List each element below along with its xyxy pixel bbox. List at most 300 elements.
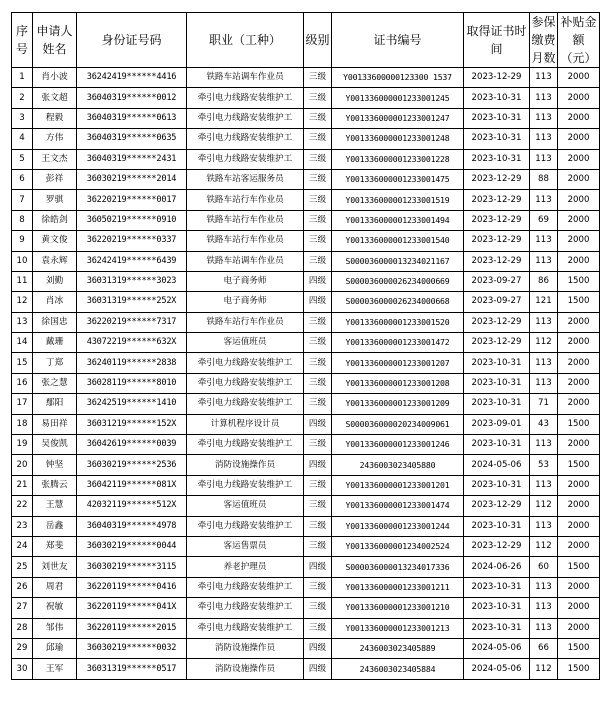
cell-seq: 9	[12, 231, 33, 251]
cell-occupation: 铁路车站调车作业员	[187, 251, 304, 271]
cell-occupation: 消防设施操作员	[187, 455, 304, 475]
table-row	[12, 475, 600, 495]
cell-name: 方伟	[33, 129, 77, 149]
cell-level: 三级	[304, 618, 332, 638]
cell-subsidy-amount: 2000	[558, 353, 600, 373]
cell-subsidy-amount: 2000	[558, 598, 600, 618]
cell-occupation: 牵引电力线路安装维护工	[187, 598, 304, 618]
cell-certificate-number: 2436003023405889	[332, 638, 464, 658]
cell-id-number: 36040319******0012	[77, 88, 187, 108]
cell-subsidy-amount: 2000	[558, 394, 600, 414]
cell-name: 徐皓剑	[33, 210, 77, 230]
cell-certificate-number: S000036000026234000668	[332, 292, 464, 312]
header-seq: 序号	[12, 13, 33, 68]
cell-subsidy-amount: 2000	[558, 435, 600, 455]
cell-name: 鄢阳	[33, 394, 77, 414]
cell-subsidy-amount: 2000	[558, 312, 600, 332]
cell-certificate-number: Y001336000001233001210	[332, 598, 464, 618]
cell-certificate-number: Y001336000001233001475	[332, 169, 464, 189]
cell-subsidy-amount: 1500	[558, 271, 600, 291]
cell-certificate-number: Y001336000001233001246	[332, 435, 464, 455]
cell-issue-date: 2023-12-29	[464, 190, 530, 210]
cell-seq: 7	[12, 190, 33, 210]
cell-certificate-number: Y001336000001233001245	[332, 88, 464, 108]
cell-seq: 21	[12, 475, 33, 495]
cell-id-number: 36220119******2015	[77, 618, 187, 638]
table-row	[12, 618, 600, 638]
cell-name: 郑斐	[33, 536, 77, 556]
cell-level: 三级	[304, 394, 332, 414]
cell-level: 三级	[304, 598, 332, 618]
cell-subsidy-amount: 1500	[558, 292, 600, 312]
cell-issue-date: 2023-10-31	[464, 618, 530, 638]
header-cert: 证书编号	[332, 13, 464, 68]
cell-certificate-number: Y001336000001233001208	[332, 373, 464, 393]
cell-id-number: 36220119******041X	[77, 598, 187, 618]
cell-subsidy-amount: 2000	[558, 618, 600, 638]
cell-subsidy-amount: 2000	[558, 129, 600, 149]
table-row	[12, 210, 600, 230]
cell-name: 王文杰	[33, 149, 77, 169]
cell-occupation: 牵引电力线路安装维护工	[187, 577, 304, 597]
cell-issue-date: 2023-12-29	[464, 251, 530, 271]
cell-level: 四级	[304, 638, 332, 658]
cell-issue-date: 2023-10-31	[464, 577, 530, 597]
table-row	[12, 557, 600, 577]
cell-certificate-number: Y001336000001233001209	[332, 394, 464, 414]
table-row	[12, 414, 600, 434]
cell-insured-months: 113	[530, 618, 558, 638]
cell-insured-months: 86	[530, 271, 558, 291]
cell-insured-months: 43	[530, 414, 558, 434]
cell-name: 戴珊	[33, 333, 77, 353]
cell-subsidy-amount: 1500	[558, 557, 600, 577]
cell-certificate-number: Y001336000001233001519	[332, 190, 464, 210]
cell-id-number: 36031219******152X	[77, 414, 187, 434]
subsidy-table-container	[11, 12, 599, 680]
cell-issue-date: 2024-05-06	[464, 659, 530, 679]
cell-certificate-number: Y00133600000123300 1537	[332, 68, 464, 88]
cell-seq: 13	[12, 312, 33, 332]
cell-subsidy-amount: 1500	[558, 455, 600, 475]
cell-name: 岳鑫	[33, 516, 77, 536]
table-header	[12, 13, 600, 68]
cell-subsidy-amount: 2000	[558, 516, 600, 536]
cell-occupation: 客运值班员	[187, 333, 304, 353]
cell-certificate-number: S000036000020234009061	[332, 414, 464, 434]
cell-level: 三级	[304, 190, 332, 210]
cell-occupation: 牵引电力线路安装维护工	[187, 516, 304, 536]
cell-issue-date: 2023-10-31	[464, 353, 530, 373]
table-row	[12, 190, 600, 210]
cell-issue-date: 2023-12-29	[464, 210, 530, 230]
cell-id-number: 36220219******0017	[77, 190, 187, 210]
cell-insured-months: 113	[530, 598, 558, 618]
table-row	[12, 68, 600, 88]
cell-name: 邹伟	[33, 618, 77, 638]
cell-id-number: 36030219******3115	[77, 557, 187, 577]
cell-id-number: 36040319******2431	[77, 149, 187, 169]
cell-subsidy-amount: 2000	[558, 577, 600, 597]
table-row	[12, 516, 600, 536]
cell-subsidy-amount: 2000	[558, 373, 600, 393]
cell-occupation: 消防设施操作员	[187, 659, 304, 679]
cell-level: 三级	[304, 516, 332, 536]
cell-level: 三级	[304, 435, 332, 455]
cell-occupation: 消防设施操作员	[187, 638, 304, 658]
cell-certificate-number: Y001336000001233001494	[332, 210, 464, 230]
cell-insured-months: 113	[530, 435, 558, 455]
cell-seq: 15	[12, 353, 33, 373]
cell-id-number: 36042619******0039	[77, 435, 187, 455]
cell-issue-date: 2023-12-29	[464, 169, 530, 189]
cell-id-number: 36242519******1410	[77, 394, 187, 414]
cell-insured-months: 113	[530, 88, 558, 108]
cell-insured-months: 113	[530, 577, 558, 597]
cell-occupation: 牵引电力线路安装维护工	[187, 129, 304, 149]
cell-level: 三级	[304, 231, 332, 251]
cell-certificate-number: Y001336000001233001207	[332, 353, 464, 373]
cell-subsidy-amount: 2000	[558, 88, 600, 108]
cell-subsidy-amount: 1500	[558, 659, 600, 679]
cell-id-number: 36030219******2014	[77, 169, 187, 189]
cell-insured-months: 112	[530, 536, 558, 556]
cell-insured-months: 66	[530, 638, 558, 658]
cell-id-number: 36030219******2536	[77, 455, 187, 475]
table-row	[12, 659, 600, 679]
table-row	[12, 169, 600, 189]
cell-name: 周君	[33, 577, 77, 597]
cell-subsidy-amount: 2000	[558, 108, 600, 128]
header-id: 身份证号码	[77, 13, 187, 68]
cell-occupation: 牵引电力线路安装维护工	[187, 88, 304, 108]
header-row	[12, 13, 600, 68]
cell-name: 肖冰	[33, 292, 77, 312]
cell-seq: 14	[12, 333, 33, 353]
cell-seq: 2	[12, 88, 33, 108]
cell-insured-months: 113	[530, 475, 558, 495]
cell-occupation: 铁路车站行车作业员	[187, 190, 304, 210]
cell-insured-months: 113	[530, 251, 558, 271]
cell-name: 邱瑜	[33, 638, 77, 658]
cell-occupation: 计算机程序设计员	[187, 414, 304, 434]
cell-issue-date: 2023-10-31	[464, 88, 530, 108]
cell-occupation: 铁路车站客运服务员	[187, 169, 304, 189]
cell-name: 徐国忠	[33, 312, 77, 332]
cell-id-number: 36042119******081X	[77, 475, 187, 495]
cell-occupation: 铁路车站行车作业员	[187, 210, 304, 230]
cell-seq: 16	[12, 373, 33, 393]
cell-seq: 5	[12, 149, 33, 169]
cell-insured-months: 88	[530, 169, 558, 189]
cell-certificate-number: Y001336000001233001520	[332, 312, 464, 332]
cell-name: 吴俊凯	[33, 435, 77, 455]
cell-seq: 11	[12, 271, 33, 291]
cell-certificate-number: 2436003023405884	[332, 659, 464, 679]
cell-insured-months: 113	[530, 231, 558, 251]
cell-name: 程毅	[33, 108, 77, 128]
header-date: 取得证书时间	[464, 13, 530, 68]
table-row	[12, 271, 600, 291]
cell-seq: 18	[12, 414, 33, 434]
cell-occupation: 牵引电力线路安装维护工	[187, 618, 304, 638]
cell-level: 三级	[304, 536, 332, 556]
cell-insured-months: 113	[530, 68, 558, 88]
cell-insured-months: 113	[530, 312, 558, 332]
cell-id-number: 36220219******7317	[77, 312, 187, 332]
cell-certificate-number: S000036000026234000669	[332, 271, 464, 291]
cell-issue-date: 2023-10-31	[464, 108, 530, 128]
cell-id-number: 42032119******512X	[77, 496, 187, 516]
cell-level: 四级	[304, 271, 332, 291]
header-months: 参保缴费月数	[530, 13, 558, 68]
cell-occupation: 铁路车站调车作业员	[187, 68, 304, 88]
cell-issue-date: 2023-12-29	[464, 231, 530, 251]
cell-level: 三级	[304, 88, 332, 108]
cell-issue-date: 2023-12-29	[464, 333, 530, 353]
table-row	[12, 333, 600, 353]
cell-seq: 22	[12, 496, 33, 516]
table-row	[12, 598, 600, 618]
cell-seq: 29	[12, 638, 33, 658]
cell-issue-date: 2023-10-31	[464, 435, 530, 455]
table-row	[12, 108, 600, 128]
header-name: 申请人姓名	[33, 13, 77, 68]
cell-occupation: 牵引电力线路安装维护工	[187, 394, 304, 414]
table-body	[12, 68, 600, 680]
cell-issue-date: 2024-05-06	[464, 638, 530, 658]
cell-id-number: 36030219******0032	[77, 638, 187, 658]
cell-id-number: 36031319******0517	[77, 659, 187, 679]
cell-certificate-number: Y001336000001233001211	[332, 577, 464, 597]
cell-issue-date: 2023-10-31	[464, 373, 530, 393]
cell-level: 三级	[304, 496, 332, 516]
cell-level: 三级	[304, 333, 332, 353]
cell-occupation: 电子商务师	[187, 292, 304, 312]
cell-insured-months: 53	[530, 455, 558, 475]
cell-name: 肖小波	[33, 68, 77, 88]
table-row	[12, 292, 600, 312]
cell-level: 三级	[304, 577, 332, 597]
cell-issue-date: 2023-10-31	[464, 475, 530, 495]
cell-certificate-number: Y001336000001233001474	[332, 496, 464, 516]
cell-name: 王慧	[33, 496, 77, 516]
cell-level: 三级	[304, 169, 332, 189]
cell-seq: 17	[12, 394, 33, 414]
cell-occupation: 养老护理员	[187, 557, 304, 577]
cell-id-number: 36242419******4416	[77, 68, 187, 88]
cell-issue-date: 2023-09-01	[464, 414, 530, 434]
table-row	[12, 577, 600, 597]
table-row	[12, 149, 600, 169]
cell-level: 三级	[304, 353, 332, 373]
cell-name: 彭祥	[33, 169, 77, 189]
cell-name: 易田祥	[33, 414, 77, 434]
cell-seq: 24	[12, 536, 33, 556]
cell-level: 三级	[304, 108, 332, 128]
cell-occupation: 铁路车站行车作业员	[187, 312, 304, 332]
cell-subsidy-amount: 2000	[558, 475, 600, 495]
cell-subsidy-amount: 2000	[558, 496, 600, 516]
cell-seq: 30	[12, 659, 33, 679]
cell-certificate-number: Y001336000001233001201	[332, 475, 464, 495]
cell-certificate-number: 2436003023405880	[332, 455, 464, 475]
cell-insured-months: 71	[530, 394, 558, 414]
cell-issue-date: 2023-10-31	[464, 516, 530, 536]
cell-issue-date: 2023-10-31	[464, 394, 530, 414]
cell-id-number: 36050219******0910	[77, 210, 187, 230]
cell-certificate-number: Y001336000001233001247	[332, 108, 464, 128]
cell-level: 三级	[304, 312, 332, 332]
header-amount: 补贴金额（元）	[558, 13, 600, 68]
cell-occupation: 铁路车站行车作业员	[187, 231, 304, 251]
cell-issue-date: 2023-12-29	[464, 312, 530, 332]
cell-name: 刘勤	[33, 271, 77, 291]
cell-subsidy-amount: 2000	[558, 149, 600, 169]
cell-subsidy-amount: 2000	[558, 231, 600, 251]
cell-occupation: 牵引电力线路安装维护工	[187, 353, 304, 373]
cell-name: 张文超	[33, 88, 77, 108]
cell-level: 三级	[304, 373, 332, 393]
cell-level: 三级	[304, 475, 332, 495]
cell-seq: 1	[12, 68, 33, 88]
table-row	[12, 251, 600, 271]
cell-seq: 23	[12, 516, 33, 536]
header-level: 级别	[304, 13, 332, 68]
cell-insured-months: 113	[530, 149, 558, 169]
cell-issue-date: 2023-12-29	[464, 68, 530, 88]
cell-insured-months: 69	[530, 210, 558, 230]
table-row	[12, 231, 600, 251]
cell-seq: 25	[12, 557, 33, 577]
cell-occupation: 牵引电力线路安装维护工	[187, 149, 304, 169]
table-row	[12, 496, 600, 516]
table-row	[12, 129, 600, 149]
cell-name: 黄文俊	[33, 231, 77, 251]
cell-issue-date: 2023-09-27	[464, 292, 530, 312]
cell-insured-months: 121	[530, 292, 558, 312]
cell-seq: 19	[12, 435, 33, 455]
cell-occupation: 电子商务师	[187, 271, 304, 291]
cell-insured-months: 113	[530, 516, 558, 536]
cell-level: 三级	[304, 251, 332, 271]
cell-name: 张之慧	[33, 373, 77, 393]
cell-certificate-number: S000036000013234021167	[332, 251, 464, 271]
cell-subsidy-amount: 2000	[558, 251, 600, 271]
cell-certificate-number: Y001336000001233001472	[332, 333, 464, 353]
table-row	[12, 353, 600, 373]
cell-id-number: 36031319******252X	[77, 292, 187, 312]
cell-subsidy-amount: 2000	[558, 333, 600, 353]
cell-occupation: 客运值班员	[187, 496, 304, 516]
cell-seq: 20	[12, 455, 33, 475]
cell-seq: 28	[12, 618, 33, 638]
cell-id-number: 36040319******0613	[77, 108, 187, 128]
cell-name: 王军	[33, 659, 77, 679]
cell-certificate-number: Y001336000001233001248	[332, 129, 464, 149]
cell-certificate-number: Y001336000001233001540	[332, 231, 464, 251]
cell-seq: 8	[12, 210, 33, 230]
cell-name: 祝敏	[33, 598, 77, 618]
cell-level: 四级	[304, 292, 332, 312]
cell-seq: 6	[12, 169, 33, 189]
cell-level: 四级	[304, 455, 332, 475]
cell-name: 刘世友	[33, 557, 77, 577]
cell-seq: 27	[12, 598, 33, 618]
cell-id-number: 36031319******3023	[77, 271, 187, 291]
cell-id-number: 36220219******0337	[77, 231, 187, 251]
cell-issue-date: 2024-05-06	[464, 455, 530, 475]
cell-insured-months: 113	[530, 353, 558, 373]
cell-insured-months: 112	[530, 333, 558, 353]
cell-occupation: 客运售票员	[187, 536, 304, 556]
table-row	[12, 638, 600, 658]
table-row	[12, 435, 600, 455]
cell-occupation: 牵引电力线路安装维护工	[187, 435, 304, 455]
cell-subsidy-amount: 2000	[558, 210, 600, 230]
cell-occupation: 牵引电力线路安装维护工	[187, 373, 304, 393]
cell-level: 三级	[304, 129, 332, 149]
cell-certificate-number: S000036000013234017336	[332, 557, 464, 577]
cell-subsidy-amount: 2000	[558, 68, 600, 88]
cell-issue-date: 2023-10-31	[464, 129, 530, 149]
cell-id-number: 43072219******632X	[77, 333, 187, 353]
cell-seq: 3	[12, 108, 33, 128]
cell-insured-months: 112	[530, 659, 558, 679]
cell-id-number: 36030219******0044	[77, 536, 187, 556]
cell-insured-months: 113	[530, 129, 558, 149]
cell-issue-date: 2023-10-31	[464, 149, 530, 169]
cell-certificate-number: Y001336000001233001244	[332, 516, 464, 536]
cell-name: 钟坚	[33, 455, 77, 475]
cell-name: 袁永辉	[33, 251, 77, 271]
cell-level: 四级	[304, 659, 332, 679]
cell-insured-months: 113	[530, 108, 558, 128]
cell-id-number: 36040319******0635	[77, 129, 187, 149]
cell-insured-months: 60	[530, 557, 558, 577]
cell-level: 四级	[304, 557, 332, 577]
table-row	[12, 88, 600, 108]
cell-issue-date: 2023-12-29	[464, 536, 530, 556]
table-row	[12, 373, 600, 393]
cell-seq: 12	[12, 292, 33, 312]
subsidy-table	[11, 12, 600, 680]
cell-name: 罗骐	[33, 190, 77, 210]
cell-name: 丁郑	[33, 353, 77, 373]
cell-name: 张腾云	[33, 475, 77, 495]
table-row	[12, 394, 600, 414]
cell-occupation: 牵引电力线路安装维护工	[187, 475, 304, 495]
cell-level: 三级	[304, 68, 332, 88]
cell-occupation: 牵引电力线路安装维护工	[187, 108, 304, 128]
cell-id-number: 36242419******6439	[77, 251, 187, 271]
cell-subsidy-amount: 2000	[558, 169, 600, 189]
cell-subsidy-amount: 1500	[558, 414, 600, 434]
cell-certificate-number: Y001336000001233001228	[332, 149, 464, 169]
cell-id-number: 36220119******0416	[77, 577, 187, 597]
cell-subsidy-amount: 1500	[558, 638, 600, 658]
cell-seq: 10	[12, 251, 33, 271]
cell-issue-date: 2023-10-31	[464, 598, 530, 618]
cell-subsidy-amount: 2000	[558, 190, 600, 210]
cell-id-number: 36040319******4978	[77, 516, 187, 536]
cell-subsidy-amount: 2000	[558, 536, 600, 556]
cell-insured-months: 112	[530, 496, 558, 516]
header-job: 职业（工种）	[187, 13, 304, 68]
cell-certificate-number: Y001336000001234002524	[332, 536, 464, 556]
cell-issue-date: 2023-12-29	[464, 496, 530, 516]
cell-insured-months: 113	[530, 190, 558, 210]
